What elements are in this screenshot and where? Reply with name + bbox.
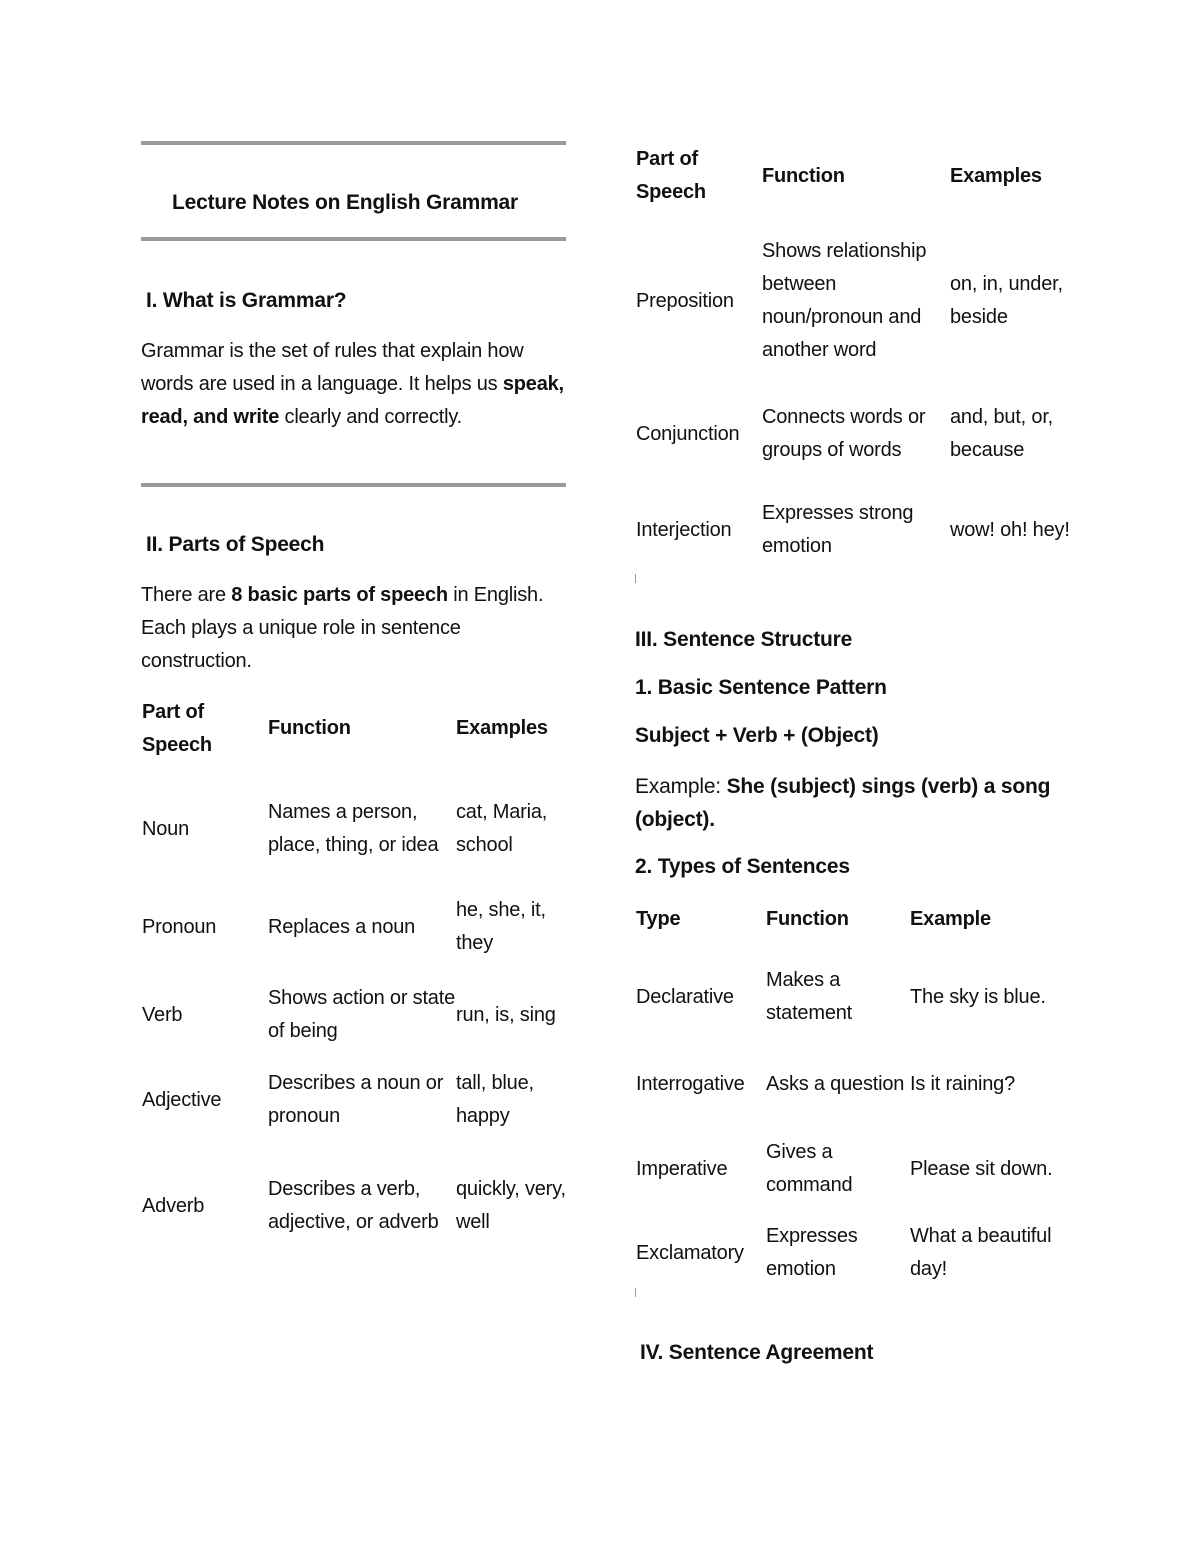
section-break-marker bbox=[635, 1288, 636, 1297]
cell-part: Preposition bbox=[636, 289, 734, 312]
parts-intro-bold: 8 basic parts of speech bbox=[231, 584, 448, 606]
cell-examples: on, in, under, beside bbox=[950, 273, 1063, 328]
cell-function: Names a person, place, thing, or idea bbox=[268, 801, 439, 856]
cell-function: Expresses emotion bbox=[766, 1225, 858, 1280]
cell-function: Gives a command bbox=[766, 1141, 853, 1196]
cell-example: Please sit down. bbox=[910, 1157, 1053, 1180]
table-row bbox=[142, 963, 572, 1049]
header-function: Function bbox=[766, 907, 849, 930]
cell-examples: tall, blue, happy bbox=[456, 1072, 534, 1127]
cell-function: Expresses strong emotion bbox=[762, 502, 914, 557]
header-type: Type bbox=[636, 907, 681, 930]
cell-function: Shows relationship between noun/pronoun and another word bbox=[762, 240, 927, 361]
subheading-types-of-sentences: 2. Types of Sentences bbox=[635, 855, 850, 878]
section-heading-sentence-agreement: IV. Sentence Agreement bbox=[640, 1341, 874, 1364]
table-row bbox=[142, 763, 572, 865]
cell-part: Adverb bbox=[142, 1194, 205, 1217]
header-function: Function bbox=[762, 164, 845, 187]
parts-of-speech-table-left bbox=[142, 694, 572, 1251]
table-row bbox=[636, 370, 1076, 488]
header-examples: Examples bbox=[456, 717, 548, 739]
subheading-basic-sentence-pattern: 1. Basic Sentence Pattern bbox=[635, 676, 887, 699]
cell-type: Declarative bbox=[636, 985, 734, 1008]
parts-of-speech-table-right bbox=[636, 140, 1076, 572]
section-divider-rule bbox=[141, 483, 566, 487]
cell-part: Pronoun bbox=[142, 915, 217, 938]
section-break-marker bbox=[635, 574, 636, 583]
table-row bbox=[142, 1049, 572, 1133]
header-function: Function bbox=[268, 717, 351, 739]
cell-function: Asks a question bbox=[766, 1072, 905, 1095]
parts-of-speech-intro-paragraph bbox=[141, 579, 571, 678]
table-row bbox=[142, 1133, 572, 1251]
header-part-of-speech: Part of Speech bbox=[636, 148, 706, 203]
grammar-definition-text-end: clearly and correctly. bbox=[279, 406, 463, 428]
sentence-types-table bbox=[636, 900, 1076, 1288]
cell-function: Replaces a noun bbox=[268, 915, 416, 938]
cell-function: Makes a statement bbox=[766, 969, 853, 1024]
header-example: Example bbox=[910, 907, 991, 930]
cell-type: Interrogative bbox=[636, 1072, 745, 1095]
example-label: Example: bbox=[635, 775, 727, 798]
grammar-definition-text: Grammar is the set of rules that explain how words are used in a language. It helps us bbox=[141, 340, 524, 395]
cell-example: What a beautiful day! bbox=[910, 1225, 1052, 1280]
header-examples: Examples bbox=[950, 164, 1042, 187]
cell-examples: and, but, or, because bbox=[950, 406, 1054, 461]
cell-type: Imperative bbox=[636, 1157, 728, 1180]
grammar-definition-bold: speak, read, and write bbox=[141, 373, 564, 428]
cell-example: Is it raining? bbox=[910, 1072, 1016, 1095]
sentence-pattern-example bbox=[635, 770, 1065, 836]
cell-function: Describes a verb, adjective, or adverb bbox=[268, 1178, 439, 1233]
section-heading-parts-of-speech: II. Parts of Speech bbox=[146, 533, 325, 556]
table-row bbox=[636, 938, 1076, 1034]
section-heading-what-is-grammar: I. What is Grammar? bbox=[146, 289, 347, 312]
sentence-pattern-formula: Subject + Verb + (Object) bbox=[635, 724, 879, 747]
section-heading-sentence-structure: III. Sentence Structure bbox=[635, 628, 853, 651]
cell-function: Describes a noun or pronoun bbox=[268, 1072, 444, 1127]
cell-examples: he, she, it, they bbox=[456, 899, 546, 954]
table-header-row bbox=[142, 694, 572, 763]
cell-part: Verb bbox=[142, 1003, 183, 1026]
cell-examples: wow! oh! hey! bbox=[950, 518, 1070, 541]
parts-intro-text-end: in English. Each plays a unique role in sentence construction. bbox=[141, 584, 544, 672]
table-header-row bbox=[636, 900, 1076, 938]
cell-type: Exclamatory bbox=[636, 1241, 744, 1264]
cell-part: Adjective bbox=[142, 1088, 222, 1111]
cell-examples: run, is, sing bbox=[456, 1003, 556, 1026]
parts-intro-text: There are bbox=[141, 584, 232, 606]
cell-function: Connects words or groups of words bbox=[762, 406, 926, 461]
title-rule-top bbox=[141, 141, 566, 145]
cell-part: Noun bbox=[142, 817, 190, 840]
table-row bbox=[636, 1204, 1076, 1288]
table-row bbox=[142, 865, 572, 963]
table-row bbox=[636, 1034, 1076, 1118]
cell-example: The sky is blue. bbox=[910, 985, 1046, 1008]
table-row bbox=[636, 488, 1076, 572]
example-sentence: She (subject) sings (verb) a song (object). bbox=[635, 775, 1051, 831]
table-header-row bbox=[636, 140, 1076, 212]
cell-examples: quickly, very, well bbox=[456, 1178, 566, 1233]
cell-part: Interjection bbox=[636, 518, 732, 541]
table-row bbox=[636, 1118, 1076, 1204]
title-rule-bottom bbox=[141, 237, 566, 241]
table-row bbox=[636, 212, 1076, 370]
cell-part: Conjunction bbox=[636, 422, 740, 445]
header-part-of-speech: Part of Speech bbox=[142, 700, 212, 756]
cell-function: Shows action or state of being bbox=[268, 987, 456, 1042]
document-title: Lecture Notes on English Grammar bbox=[171, 191, 519, 214]
cell-examples: cat, Maria, school bbox=[456, 801, 548, 856]
grammar-definition-paragraph bbox=[141, 335, 566, 434]
